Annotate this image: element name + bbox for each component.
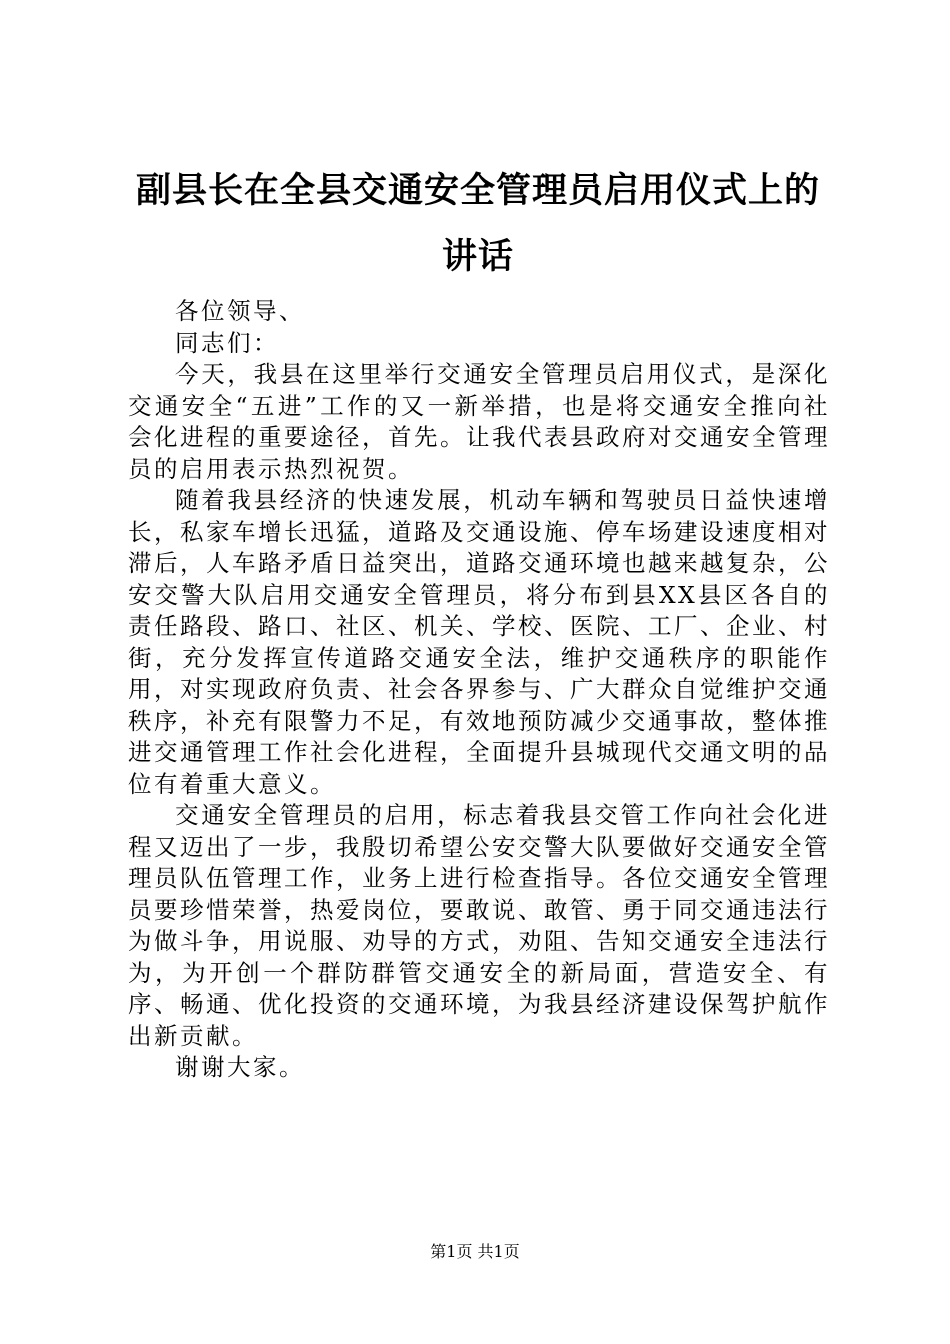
salutation-line-1: 各位领导、 <box>175 297 305 325</box>
closing-line: 谢谢大家。 <box>175 1053 305 1081</box>
body-paragraph: 今天，我县在这里举行交通安全管理员启用仪式，是深化交通安全“五进”工作的又一新举措，也是将交通安全推向社会化进程的重要途径，首先。让我代表县政府对交通安全管理员的启用表示热烈祝贺。 <box>128 360 830 483</box>
body-paragraph: 随着我县经济的快速发展，机动车辆和驾驶员日益快速增长，私家车增长迅猛，道路及交通设施、停车场建设速度相对滞后，人车路矛盾日益突出，道路交通环境也越来越复杂，公安交警大队启用交通安全管理员，将分布到县XX县区各自的责任路段、路口、社区、机关、学校、医院、工厂、企业、村街，充分发挥宣传道路交通安全法，维护交通秩序的职能作用，对实现政府负责、社会各界参与、广大群众自觉维护交通秩序，补充有限警力不足，有效地预防减少交通事故，整体推进交通管理工作社会化进程，全面提升县城现代交通文明的品位有着重大意义。 <box>128 486 830 798</box>
salutation-line-2: 同志们： <box>175 328 279 357</box>
page-number-footer: 第1页 共1页 <box>430 1242 520 1261</box>
body-paragraph: 交通安全管理员的启用，标志着我县交管工作向社会化进程又迈出了一步，我殷切希望公安交警大队要做好交通安全管理员队伍管理工作，业务上进行检查指导。各位交通安全管理员要珍惜荣誉，热爱岗位，要敢说、敢管、勇于同交通违法行为做斗争，用说服、劝导的方式，劝阻、告知交通安全违法行为，为开创一个群防群管交通安全的新局面，营造安全、有序、畅通、优化投资的交通环境，为我县经济建设保驾护航作出新贡献。 <box>128 801 830 1050</box>
document-body <box>128 296 830 1084</box>
document-title: 副县长在全县交通安全管理员启用仪式上的讲话 <box>135 170 820 277</box>
